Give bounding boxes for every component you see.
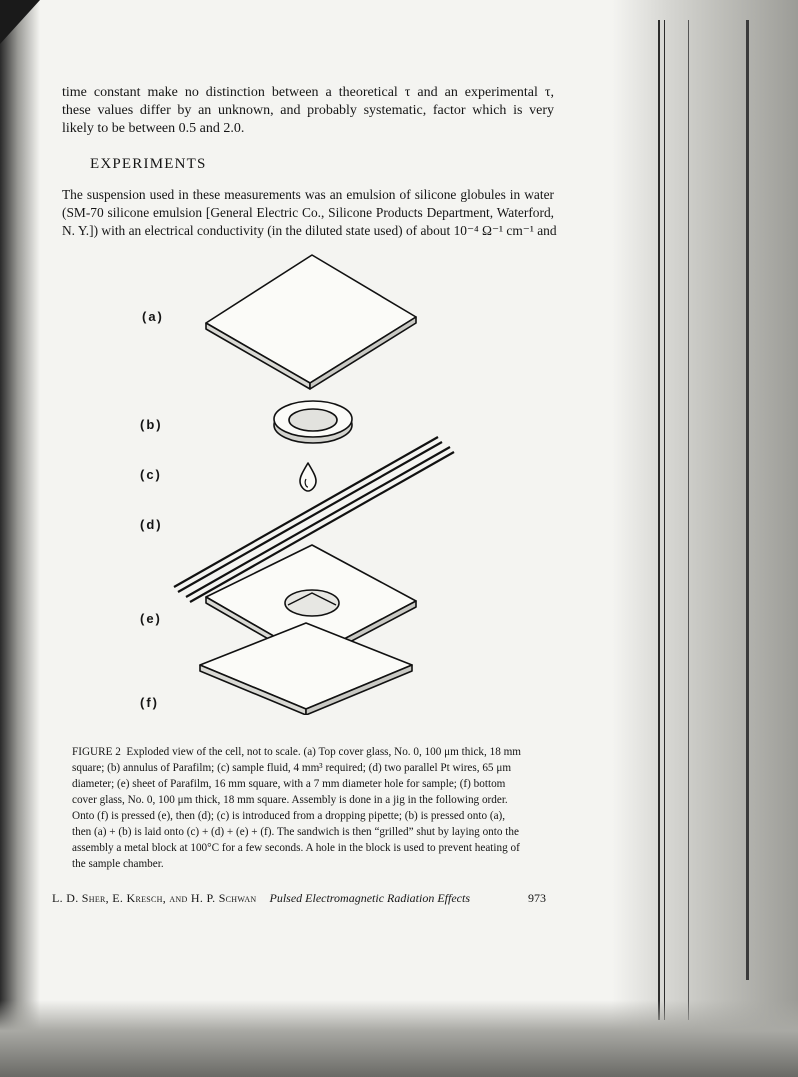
page-fold-right bbox=[612, 0, 798, 1077]
binding-line bbox=[746, 20, 749, 980]
text-line: The suspension used in these measurements was an emulsion of silicone globules in water bbox=[62, 187, 554, 202]
caption-label: FIGURE 2 bbox=[72, 746, 121, 758]
bottom-cover-glass-shape bbox=[200, 623, 412, 715]
page-number: 973 bbox=[528, 891, 546, 905]
figure-label-f: (f) bbox=[140, 695, 159, 710]
figure-label-a: (a) bbox=[142, 309, 164, 324]
binding-line bbox=[688, 20, 689, 1020]
figure-label-c: (c) bbox=[140, 467, 162, 482]
text-line: (SM-70 silicone emulsion [General Electric Co., Silicone Products Department, Waterford, bbox=[62, 205, 554, 220]
text-line: time constant make no distinction between a theoretical τ and an experimental τ, bbox=[62, 85, 554, 100]
page-bottom-edge bbox=[0, 1000, 798, 1077]
page-shadow-left bbox=[0, 0, 40, 1077]
text-line: N. Y.]) with an electrical conductivity (in the diluted state used) of about 10⁻⁴ Ω⁻¹ cm⁻¹ and bbox=[62, 223, 557, 238]
sample-fluid-droplet-shape bbox=[300, 463, 316, 491]
figure-caption bbox=[72, 744, 526, 872]
paragraph-top bbox=[62, 84, 554, 138]
footer-journal-title: Pulsed Electromagnetic Radiation Effects bbox=[269, 891, 471, 905]
top-cover-glass-shape bbox=[206, 255, 416, 389]
parafilm-annulus-shape bbox=[274, 401, 352, 443]
figure-label-e: (e) bbox=[140, 611, 162, 626]
caption-text: Exploded view of the cell, not to scale. (a) Top cover glass, No. 0, 100 μm thick, 18 mm square; (b) annulus of Parafilm; (c) sample fluid, 4 mm³ required; (d) two parallel Pt wires, 65 μm diameter; (e) sheet of Parafilm, 16 mm square, with a 7 mm diameter hole for sample; (f) bottom cover glass, No. 0, 100 μm thick, 18 mm square. Assembly is done in a jig in the following order. Onto (f) is pressed (e), then (d); (c) is introduced from a dropping pipette; (b) is pressed onto (a), then (a) + (b) is laid onto (c) + (d) + (e) + (f). The sandwich is then “grilled” shut by laying onto the assembly a metal block at 100°C for a few seconds. A hole in the block is used to prevent heating of the sample chamber. bbox=[72, 746, 522, 870]
section-heading: EXPERIMENTS bbox=[90, 156, 207, 172]
binding-line bbox=[664, 20, 665, 1020]
text-line: these values differ by an unknown, and probably systematic, factor which is very bbox=[62, 103, 554, 118]
corner-fold bbox=[0, 0, 60, 60]
binding-line bbox=[658, 20, 660, 1020]
page-footer bbox=[52, 891, 546, 906]
figure-label-d: (d) bbox=[140, 517, 163, 532]
text-line: likely to be between 0.5 and 2.0. bbox=[62, 121, 245, 136]
figure-label-b: (b) bbox=[140, 417, 163, 432]
footer-authors: L. D. Sher, E. Kresch, and H. P. Schwan bbox=[52, 891, 257, 905]
paragraph-experiments bbox=[62, 186, 557, 240]
